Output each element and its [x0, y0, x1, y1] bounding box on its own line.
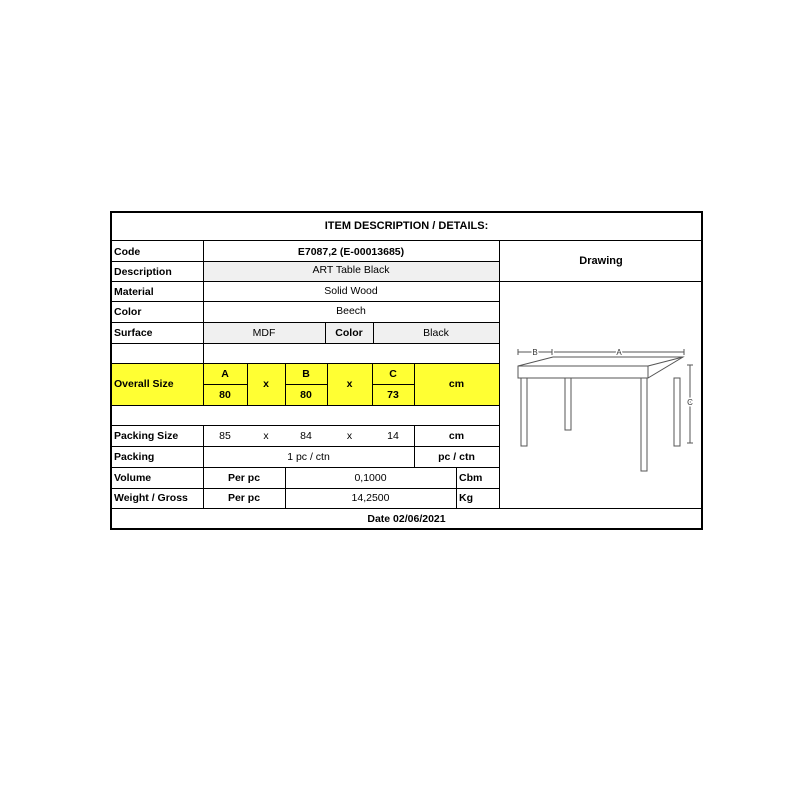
packing-size-label: Packing Size [114, 430, 179, 442]
sheet-border [110, 211, 703, 530]
overall-unit: cm [448, 378, 465, 390]
sheet-title: ITEM DESCRIPTION / DETAILS: [324, 220, 489, 232]
packing-size-b: 84 [300, 430, 312, 442]
packing-unit: pc / ctn [438, 450, 475, 463]
overall-b-label: B [302, 367, 310, 380]
overall-b-value: 80 [300, 388, 312, 401]
overall-x1: x [263, 378, 269, 390]
description-value: ART Table Black [312, 264, 390, 276]
surface-color-label: Color [335, 327, 363, 339]
overall-c-value: 73 [387, 388, 399, 401]
material-value: Solid Wood [324, 285, 378, 297]
packing-size-unit: cm [448, 430, 465, 442]
overall-c-label: C [389, 367, 397, 380]
material-label: Material [114, 286, 154, 298]
color-value: Beech [336, 305, 366, 317]
weight-unit: Kg [459, 492, 473, 504]
overall-a-label: A [221, 367, 229, 380]
drawing-title: Drawing [579, 255, 623, 267]
overall-a-value: 80 [219, 388, 231, 401]
packing-label: Packing [114, 450, 155, 463]
code-label: Code [114, 245, 141, 258]
dim-label-a: A [616, 348, 622, 357]
surface-color-value: Black [423, 327, 449, 339]
code-value: E7087,2 (E-00013685) [297, 245, 405, 258]
description-label: Description [114, 266, 172, 278]
volume-label: Volume [114, 471, 152, 484]
item-details-sheet [110, 211, 703, 530]
date-footer: Date 02/06/2021 [367, 513, 446, 525]
dim-label-b: B [532, 348, 538, 357]
volume-value: 0,1000 [354, 471, 387, 484]
weight-label: Weight / Gross [114, 492, 188, 504]
surface-label: Surface [114, 327, 153, 339]
packing-size-x2: x [346, 430, 353, 442]
packing-size-c: 14 [387, 430, 399, 442]
packing-size-x1: x [263, 430, 269, 442]
packing-size-a: 85 [219, 430, 231, 442]
overall-size-label: Overall Size [114, 378, 174, 390]
surface-value: MDF [252, 327, 276, 339]
weight-value: 14,2500 [351, 492, 390, 504]
dim-label-c: C [687, 398, 693, 407]
weight-per: Per pc [227, 492, 261, 504]
overall-x2: x [346, 378, 353, 390]
color-label: Color [114, 306, 142, 318]
volume-per: Per pc [227, 471, 261, 484]
volume-unit: Cbm [459, 471, 483, 484]
packing-value: 1 pc / ctn [287, 450, 330, 463]
